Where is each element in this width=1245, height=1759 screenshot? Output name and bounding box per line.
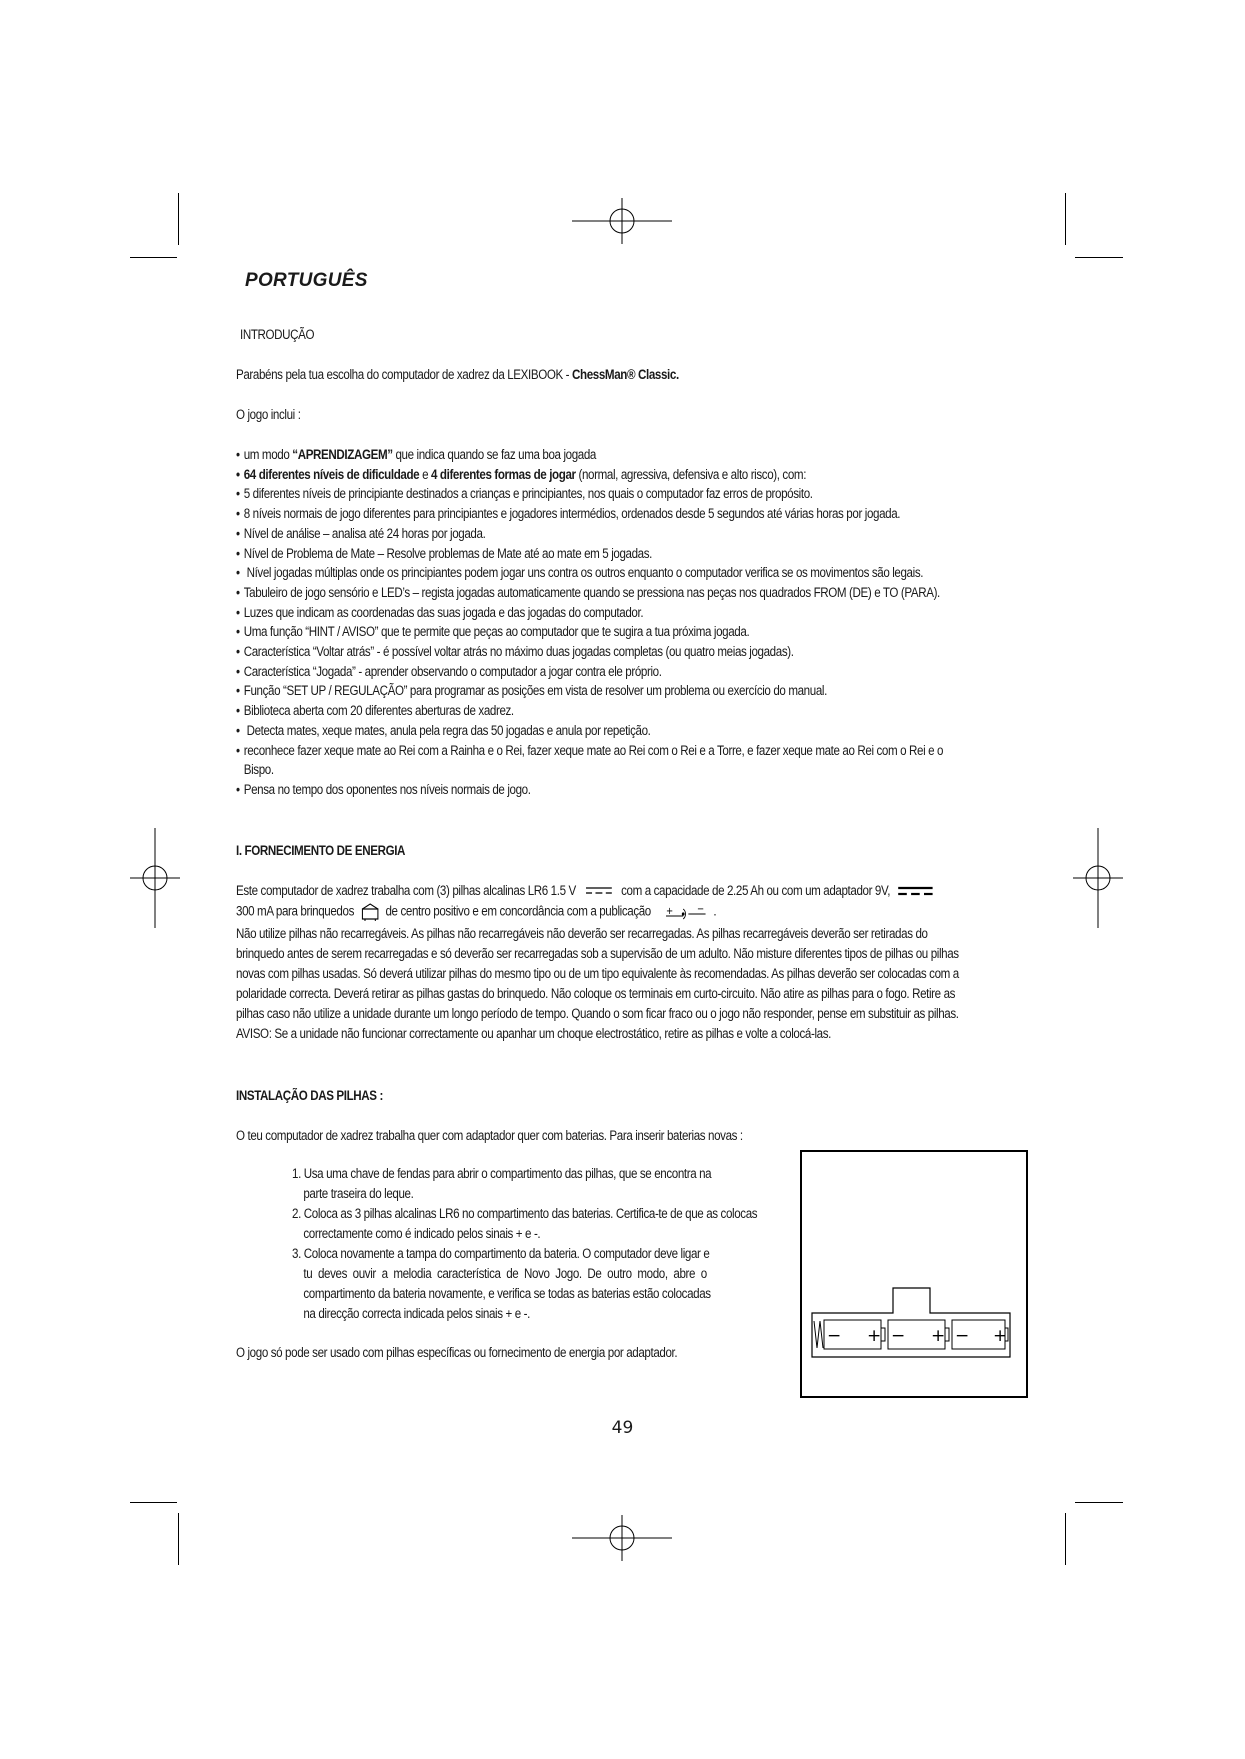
plus-sign: + (867, 1326, 882, 1346)
polarity-icon (664, 905, 707, 919)
plus-sign: + (993, 1326, 1008, 1346)
language-title: PORTUGUÊS (245, 270, 368, 291)
list-item: • Característica “Voltar atrás” - é possível voltar atrás no máximo duas jogadas completas (ou quatro meias jogadas). (236, 644, 794, 660)
crop-mark (178, 1513, 179, 1565)
install-intro: O teu computador de xadrez trabalha quer com adaptador quer com baterias. Para inserir baterias novas : (236, 1128, 743, 1143)
registration-mark-bottom (572, 1515, 672, 1561)
minus-sign: − (827, 1326, 842, 1346)
paragraph-line: Não utilize pilhas não recarregáveis. As pilhas não recarregáveis não deverão ser recarregadas. As pilhas recarregáveis deverão ser retiradas do (236, 926, 928, 941)
list-item: • Uma função “HINT / AVISO” que te permite que peças ao computador que te sugira a tua próxima jogada. (236, 624, 750, 640)
dc-voltage-icon (586, 886, 612, 896)
list-item: • um modo “APRENDIZAGEM” que indica quando se faz uma boa jogada (236, 447, 596, 462)
list-item: • 5 diferentes níveis de principiante destinados a crianças e principiantes, nos quais o computador faz erros de propósito. (236, 486, 813, 502)
list-item: • Função “SET UP / REGULAÇÃO” para programar as posições em vista de resolver um problema ou exercício do manual. (236, 683, 827, 699)
crop-mark (178, 193, 179, 245)
feature-list (236, 445, 1058, 800)
step-line: 1. Usa uma chave de fendas para abrir o compartimento das pilhas, que se encontra na (292, 1166, 712, 1181)
list-item: • 64 diferentes níveis de dificuldade e 4 diferentes formas de jogar (normal, agressiva, defensiva e alto risco), com: (236, 466, 807, 482)
list-item: • reconhece fazer xeque mate ao Rei com a Rainha e o Rei, fazer xeque mate ao Rei com o Rei e a Torre, e fazer xeque mate ao Rei com o Rei e o Bispo. (236, 742, 944, 778)
power-line-1: Este computador de xadrez trabalha com (3) pilhas alcalinas LR6 1.5 V com a capacidade de 2.25 Ah ou com um adaptador 9V, (236, 883, 933, 898)
step-line: 2. Coloca as 3 pilhas alcalinas LR6 no compartimento das baterias. Certifica-te de que as colocas (292, 1206, 758, 1221)
intro-text: Parabéns pela tua escolha do computador de xadrez da LEXIBOOK - (236, 367, 570, 382)
list-item: • Luzes que indicam as coordenadas das suas jogada e das jogadas do computador. (236, 604, 644, 620)
paragraph-line: pilhas caso não utilize a unidade durante um longo período de tempo. Quando o som ficar fraco ou o jogo não responder, pense em substituir as pilhas. (236, 1006, 959, 1021)
list-item: • Biblioteca aberta com 20 diferentes aberturas de xadrez. (236, 703, 514, 719)
minus-sign: − (891, 1326, 906, 1346)
svg-text:+: + (665, 905, 673, 918)
step-line: parte traseira do leque. (292, 1186, 414, 1201)
list-item: • Detecta mates, xeque mates, anula pela regra das 50 jogadas e anula por repetição. (236, 722, 651, 738)
battery-compartment-diagram (800, 1150, 1028, 1398)
step-line: na direcção correcta indicada pelos sinais + e -. (292, 1306, 530, 1321)
registration-mark-left (130, 828, 180, 928)
step-line: 3. Coloca novamente a tampa do compartimento da bateria. O computador deve ligar e (292, 1246, 710, 1261)
svg-text:−: − (696, 903, 704, 916)
step-line: correctamente como é indicado pelos sinais + e -. (292, 1226, 541, 1241)
crop-mark (1075, 257, 1123, 258)
power-line-2: 300 mA para brinquedos de centro positivo e em concordância com a publicação + − . (236, 903, 716, 921)
crop-mark (1065, 1513, 1066, 1565)
step-line: compartimento da bateria novamente, e verifica se todas as baterias estão colocadas (292, 1286, 711, 1301)
registration-mark-top (572, 198, 672, 244)
page-number: 49 (611, 1418, 634, 1438)
transformer-icon (360, 903, 379, 921)
crop-mark (130, 257, 177, 258)
product-name: ChessMan® Classic. (572, 367, 679, 382)
paragraph-line: polaridade correcta. Deverá retirar as pilhas gastas do brinquedo. Não coloque os terminais em curto-circuito. Não atire as pilhas para o fogo. Retire as (236, 986, 956, 1001)
crop-mark (1075, 1502, 1123, 1503)
includes-label: O jogo inclui : (236, 407, 301, 422)
list-item: • Característica “Jogada” - aprender observando o computador a jogar contra ele próprio. (236, 663, 662, 679)
closing-note: O jogo só pode ser usado com pilhas específicas ou fornecimento de energia por adaptador. (236, 1345, 678, 1360)
list-item: • Pensa no tempo dos oponentes nos níveis normais de jogo. (236, 781, 531, 797)
paragraph-line: novas com pilhas usadas. Só deverá utilizar pilhas do mesmo tipo ou de um tipo equivalente às recomendadas. As pilhas deverão ser colocadas com a (236, 966, 959, 981)
list-item: • Nível de análise – analisa até 24 horas por jogada. (236, 525, 486, 541)
registration-mark-right (1073, 828, 1123, 928)
paragraph-line: AVISO: Se a unidade não funcionar correctamente ou apanhar um choque electrostático, retire as pilhas e volte a colocá-las. (236, 1026, 831, 1041)
power-heading: I. FORNECIMENTO DE ENERGIA (236, 843, 406, 858)
plus-sign: + (931, 1326, 946, 1346)
paragraph-line: brinquedo antes de serem recarregadas e só deverão ser recarregadas sob a supervisão de um adulto. Não misture diferentes tipos de pilhas ou pilhas (236, 946, 959, 961)
dc-voltage-icon (898, 886, 932, 896)
crop-mark (130, 1502, 177, 1503)
list-item: • Nível de Problema de Mate – Resolve problemas de Mate até ao mate em 5 jogadas. (236, 545, 653, 561)
list-item: • Nível jogadas múltiplas onde os principiantes podem jogar uns contra os outros enquanto o computador verifica se os movimentos são legais. (236, 565, 924, 581)
crop-mark (1065, 193, 1066, 245)
intro-heading: INTRODUÇÃO (240, 327, 315, 342)
intro-line (236, 367, 679, 382)
power-paragraph (236, 924, 1077, 1044)
minus-sign: − (955, 1326, 970, 1346)
step-line: tu deves ouvir a melodia característica de Novo Jogo. De outro modo, abre o (292, 1266, 707, 1281)
list-item: • Tabuleiro de jogo sensório e LED’s – regista jogadas automaticamente quando se pressiona nas peças nos quadrados FROM (DE) e TO (PARA). (236, 584, 940, 600)
install-steps (292, 1164, 833, 1324)
install-heading: INSTALAÇÃO DAS PILHAS : (236, 1088, 383, 1103)
list-item: • 8 níveis normais de jogo diferentes para principiantes e jogadores intermédios, ordenados desde 5 segundos até várias horas por jogada. (236, 506, 901, 522)
